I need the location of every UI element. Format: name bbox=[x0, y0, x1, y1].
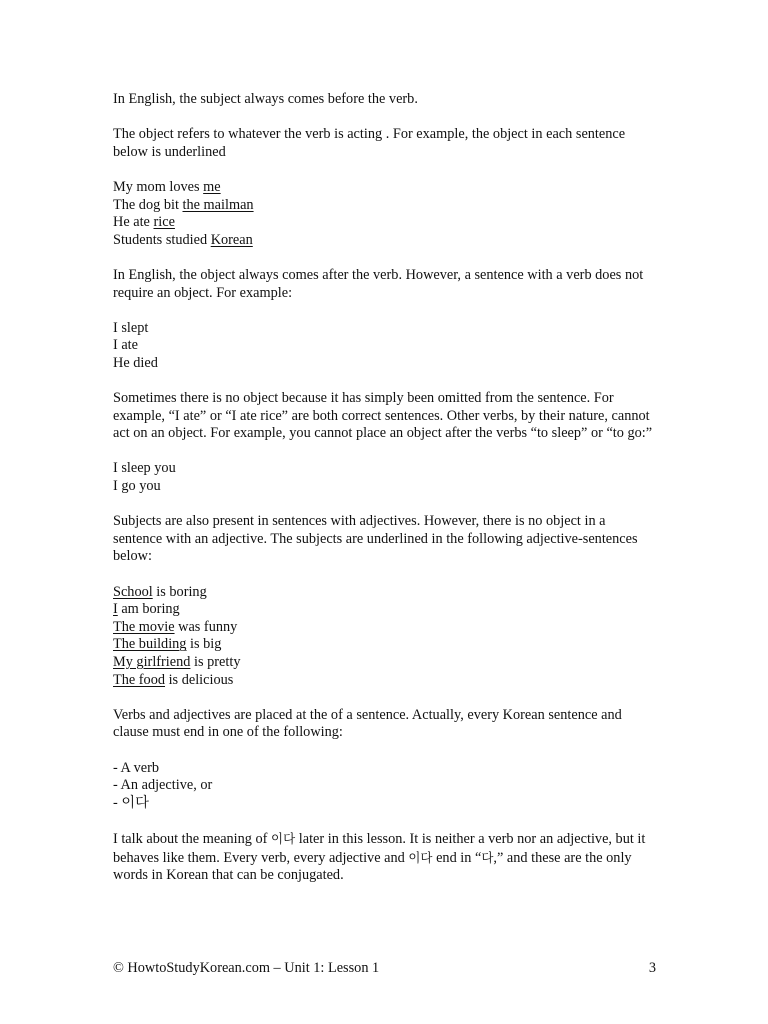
list-item: - 이다 bbox=[113, 794, 149, 811]
underlined-object: rice bbox=[153, 214, 175, 231]
paragraph-object-definition: The object refers to whatever the verb is acting . For example, the object in each sentence below is underlined bbox=[113, 126, 626, 160]
paragraph-ida-explanation: I talk about the meaning of 이다 later in this lesson. It is neither a verb nor an adjective, but it behaves like them. Every verb, every adjective and 이다 end in “다,” and these are the only words in Korean that can be conjugated. bbox=[113, 830, 646, 884]
example-sentence: My mom loves me bbox=[113, 178, 221, 195]
object-example-list bbox=[113, 179, 658, 249]
underlined-object: Korean bbox=[210, 231, 253, 248]
list-item: - A verb bbox=[113, 759, 160, 776]
no-object-example-list bbox=[113, 320, 658, 373]
page-footer bbox=[113, 960, 656, 978]
example-sentence: The building is big bbox=[113, 636, 222, 653]
example-sentence: The dog bit the mailman bbox=[113, 196, 254, 213]
underlined-object: me bbox=[203, 178, 221, 195]
example-sentence: I go you bbox=[113, 478, 161, 495]
paragraph-object-position: In English, the object always comes after the verb. However, a sentence with a verb does not require an object. For example: bbox=[113, 266, 644, 301]
list-item: - An adjective, or bbox=[113, 777, 213, 794]
example-sentence: The movie was funny bbox=[113, 618, 238, 635]
example-sentence: I slept bbox=[113, 319, 149, 336]
paragraph-adjective-subjects: Subjects are also present in sentences with adjectives. However, there is no object in a sentence with an adjective. The subjects are underlined in the following adjective-sentences below: bbox=[113, 513, 638, 565]
example-sentence: He ate rice bbox=[113, 214, 175, 231]
underlined-subject: The building bbox=[113, 636, 187, 653]
example-sentence: The food is delicious bbox=[113, 671, 234, 688]
korean-word: 이다 bbox=[408, 849, 433, 865]
incorrect-example-list bbox=[113, 460, 658, 495]
underlined-subject: I bbox=[113, 601, 118, 618]
underlined-subject: School bbox=[113, 583, 153, 600]
document-page bbox=[113, 91, 658, 902]
example-sentence: School is boring bbox=[113, 583, 207, 600]
korean-word: 이다 bbox=[271, 830, 296, 846]
paragraph-subject-position: In English, the subject always comes before the verb. bbox=[113, 91, 418, 107]
ending-list bbox=[113, 760, 658, 813]
underlined-subject: My girlfriend bbox=[113, 654, 191, 670]
example-sentence: I sleep you bbox=[113, 460, 176, 477]
adjective-example-list bbox=[113, 584, 658, 690]
example-sentence: I am boring bbox=[113, 601, 180, 618]
example-sentence: I ate bbox=[113, 337, 138, 354]
page-number: 3 bbox=[648, 960, 656, 976]
paragraph-omitted-object: Sometimes there is no object because it has simply been omitted from the sentence. For example, “I ate” or “I ate rice” are both correct sentences. Other verbs, by their nature, cannot act on an object. For example, you cannot place an object after the verbs “to sleep” or “to go:” bbox=[113, 390, 653, 442]
example-sentence: Students studied Korean bbox=[113, 231, 253, 248]
example-sentence: He died bbox=[113, 354, 158, 371]
example-sentence: My girlfriend is pretty bbox=[113, 654, 241, 670]
paragraph-sentence-ending: Verbs and adjectives are placed at the of a sentence. Actually, every Korean sentence and clause must end in one of the following: bbox=[113, 706, 622, 741]
underlined-object: the mailman bbox=[182, 196, 254, 213]
underlined-subject: The food bbox=[113, 671, 166, 688]
underlined-subject: The movie bbox=[113, 618, 175, 635]
footer-copyright: © HowtoStudyKorean.com – Unit 1: Lesson 1 bbox=[113, 960, 380, 976]
korean-word: 다 bbox=[481, 849, 494, 865]
